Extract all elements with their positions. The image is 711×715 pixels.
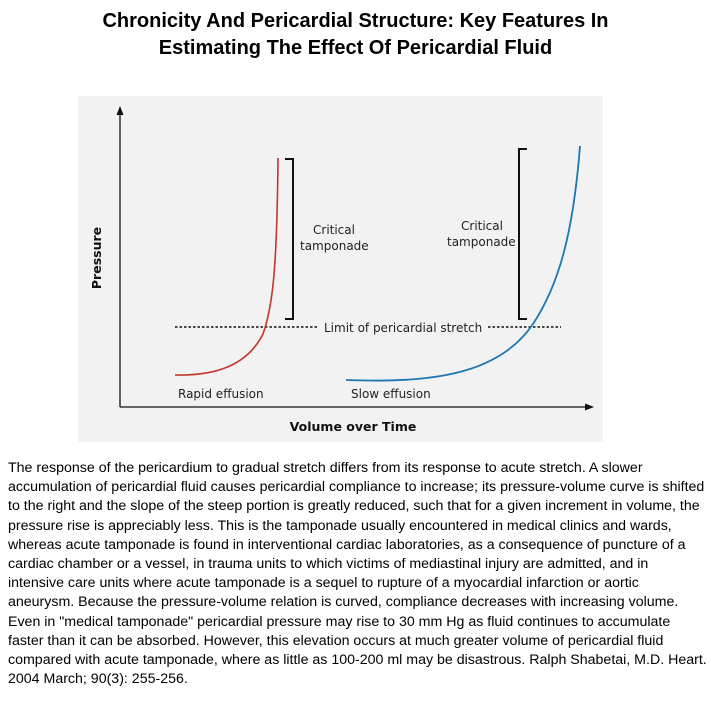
rapid-effusion-curve — [175, 158, 278, 375]
slow-effusion-curve — [346, 146, 580, 381]
y-axis-label: Pressure — [89, 226, 104, 290]
diagram-svg — [78, 96, 603, 442]
rapid-effusion-label: Rapid effusion — [178, 387, 264, 401]
caption-text: The response of the pericardium to gradual stretch differs from its response to acute stretch. A slower accumulation of pericardial fluid causes pericardial compliance to increase; its pressure-volume curve is shifted to the right and the slope of the steep portion is greatly reduced, such that for a given increment in volume, the pressure rise is appreciably less. This is the tamponade usually encountered in medical clinics and wards, whereas acute tamponade is found in interventional cardiac laboratories, as a consequence of puncture of a cardiac chamber or a vessel, in trauma units to which victims of mediastinal injury are admitted, and in intensive care units where acute tamponade is a sequel to rupture of a myocardial infarction or aortic aneurysm. Because the pressure-volume relation is curved, compliance decreases with increasing volume. Even in "medical tamponade" pericardial pressure may rise to 30 mm Hg as fluid continues to accumulate faster than it can be absorbed. However, this elevation occurs at much greater volume of pericardial fluid compared with acute tamponade, where as little as 100-200 ml may be disastrous. — [8, 460, 705, 669]
left-tamponade-bracket — [285, 159, 293, 319]
title-line-1: Chronicity And Pericardial Structure: Key Features In — [102, 10, 609, 32]
limit-label: Limit of pericardial stretch — [324, 321, 483, 335]
right-tamponade-bracket — [519, 149, 527, 319]
caption-paragraph — [8, 459, 708, 689]
x-axis-label: Volume over Time — [289, 419, 417, 434]
right-bracket-label-line-2: tamponade — [447, 235, 516, 249]
page-title — [0, 8, 711, 62]
slow-effusion-label: Slow effusion — [351, 387, 431, 401]
left-bracket-label-line-2: tamponade — [300, 239, 369, 253]
right-bracket-label-line-1: Critical — [461, 219, 503, 233]
pressure-volume-diagram — [78, 96, 603, 442]
title-line-2: Estimating The Effect Of Pericardial Fluid — [158, 37, 553, 59]
left-bracket-label-line-1: Critical — [313, 223, 355, 237]
caption-citation: Ralph Shabetai, M.D. Heart. 2004 March; 90(3): 255-256. — [8, 652, 707, 688]
y-axis-arrow-icon — [117, 106, 124, 115]
x-axis-arrow-icon — [585, 404, 594, 411]
